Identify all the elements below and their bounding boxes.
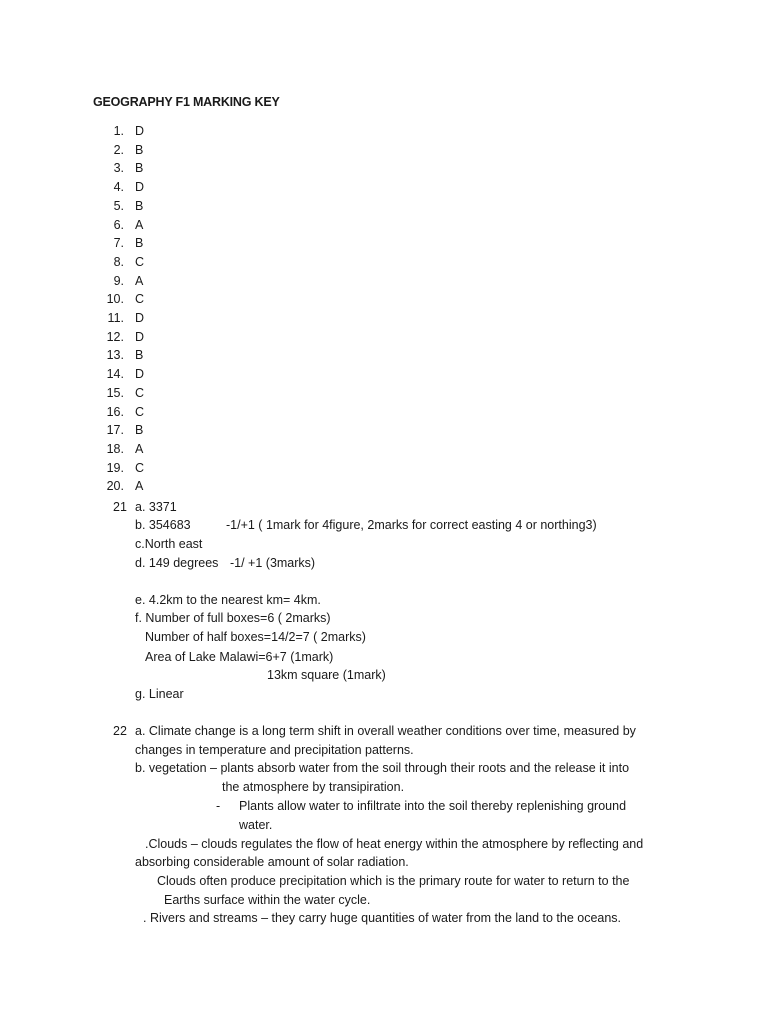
mcq-number: 20. [106,479,124,493]
bullet-dash: - [216,799,221,813]
mcq-answer: B [135,423,144,437]
answer-c-line3: Clouds often produce precipitation which is the primary route for water to return to the [157,874,630,888]
answer-b-line2: the atmosphere by transipiration. [222,780,405,794]
mcq-number: 1. [113,124,124,138]
mcq-answer: C [135,292,145,306]
mcq-number: 12. [106,330,124,344]
answer-a-line1: a. Climate change is a long term shift in overall weather conditions over time, measured by [135,724,636,738]
mcq-number: 7. [113,236,124,250]
answer-f-line4: 13km square (1mark) [267,668,386,682]
answer-d-marks: -1/ +1 (3marks) [230,556,316,570]
document-title: GEOGRAPHY F1 MARKING KEY [93,95,280,109]
answer-f-line2: Number of half boxes=14/2=7 ( 2marks) [145,630,366,644]
answer-d: d. 149 degrees [135,556,219,570]
answer-f-line1: f. Number of full boxes=6 ( 2marks) [135,611,331,625]
mcq-number: 15. [106,386,124,400]
mcq-number: 13. [106,348,124,362]
mcq-number: 14. [106,367,124,381]
mcq-answer: D [135,367,145,381]
mcq-answer: B [135,161,144,175]
answer-b-marks: -1/+1 ( 1mark for 4figure, 2marks for correct easting 4 or northing3) [226,518,597,532]
mcq-number: 10. [106,292,124,306]
mcq-number: 3. [113,161,124,175]
mcq-number: 19. [106,461,124,475]
mcq-number: 16. [106,405,124,419]
mcq-number: 11. [107,311,124,325]
question-number: 22 [113,724,127,738]
answer-a: a. 3371 [135,500,177,514]
mcq-number: 9. [113,274,124,288]
mcq-answer: D [135,311,145,325]
mcq-answer: C [135,386,145,400]
mcq-number: 2. [113,143,124,157]
answer-c: c.North east [135,537,203,551]
mcq-answer: C [135,255,145,269]
answer-a-line2: changes in temperature and precipitation patterns. [135,743,414,757]
mcq-number: 4. [113,180,124,194]
mcq-answer: C [135,405,145,419]
mcq-answer: C [135,461,145,475]
mcq-answer: B [135,236,144,250]
answer-g: g. Linear [135,687,184,701]
question-number: 21 [113,500,127,514]
mcq-number: 6. [113,218,124,232]
answer-b-line4: water. [239,818,273,832]
mcq-number: 8. [113,255,124,269]
mcq-answer: D [135,180,145,194]
mcq-number: 17. [106,423,124,437]
answer-e: e. 4.2km to the nearest km= 4km. [135,593,321,607]
answer-c-line1: .Clouds – clouds regulates the flow of heat energy within the atmosphere by reflecting and [145,837,644,851]
answer-d-line1: . Rivers and streams – they carry huge quantities of water from the land to the oceans. [143,911,622,925]
answer-b: b. 354683 [135,518,191,532]
answer-b-line3: Plants allow water to infiltrate into the soil thereby replenishing ground [239,799,627,813]
answer-c-line4: Earths surface within the water cycle. [164,893,371,907]
mcq-answer: A [135,274,144,288]
mcq-number: 5. [113,199,124,213]
answer-f-line3: Area of Lake Malawi=6+7 (1mark) [145,650,334,664]
answer-b-line1: b. vegetation – plants absorb water from the soil through their roots and the release it into [135,761,630,775]
mcq-number: 18. [106,442,124,456]
mcq-answer: D [135,124,145,138]
mcq-answer: A [135,479,144,493]
mcq-answer: B [135,199,144,213]
mcq-answer: A [135,442,144,456]
mcq-answer: B [135,143,144,157]
mcq-answer: B [135,348,144,362]
mcq-answer: A [135,218,144,232]
answer-c-line2: absorbing considerable amount of solar radiation. [135,855,409,869]
mcq-answer: D [135,330,145,344]
